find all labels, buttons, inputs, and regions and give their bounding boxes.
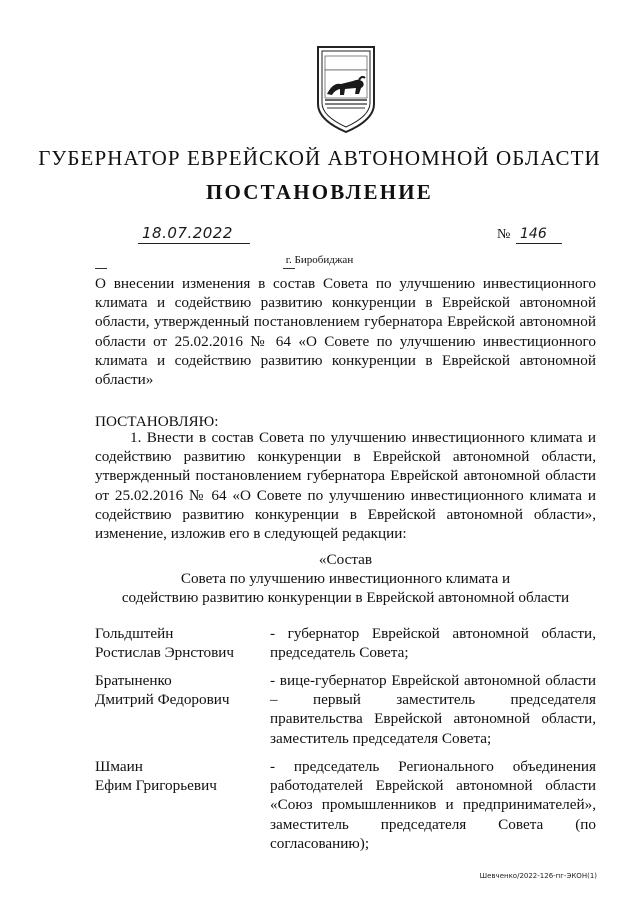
- subject-bracket-right: [283, 268, 295, 269]
- subject-bracket-left: [95, 268, 107, 269]
- composition-title-line-1: «Состав: [318, 551, 373, 568]
- member-surname: Братыненко: [95, 672, 172, 689]
- decree-heading: ПОСТАНОВЛЯЮ:: [95, 413, 219, 430]
- composition-title-line-2: Совета по улучшению инвестиционного климата и: [180, 570, 511, 588]
- number-sign: №: [497, 227, 511, 242]
- paragraph-1-text: 1. Внести в состав Совета по улучшению инвестиционного климата и содействию развитию конкуренции в Еврейской автономной области, утвержденный постановлением губернатора Еврейской автономной области от 25.02.2016 № 64 «О Совете по улучшению инвестиционного климата и содействию развитию конкуренции в Еврейской автономной области», изменение, изложив его в следующей редакции:: [95, 429, 596, 543]
- member-role: - губернатор Еврейской автономной области, председатель Совета;: [270, 625, 596, 662]
- handwritten-date: 18.07.2022: [142, 224, 233, 242]
- footer-code: Шевченко/2022-126-пг-ЭКОН(1): [479, 872, 597, 880]
- member-given-names: Ростислав Эрнстович: [95, 644, 235, 662]
- composition-title: [95, 550, 596, 608]
- tiger-shield-emblem-icon: [315, 44, 377, 134]
- member-given-names: Ефим Григорьевич: [95, 777, 217, 795]
- composition-title-line-3: содействию развитию конкуренции в Еврейской автономной области: [121, 589, 570, 607]
- member-name: [95, 671, 265, 709]
- member-role: - председатель Регионального объединения работодателей Еврейской автономной области «Союз промышленников и предпринимателей», заместитель председателя Совета (по согласованию);: [270, 758, 596, 852]
- number-field: [516, 225, 562, 244]
- member-given-names: Дмитрий Федорович: [95, 691, 230, 709]
- date-field: [138, 225, 250, 244]
- document-type-heading: ПОСТАНОВЛЕНИЕ: [205, 180, 434, 204]
- member-name: [95, 624, 265, 662]
- member-surname: Гольдштейн: [95, 625, 174, 642]
- member-role: - вице-губернатор Еврейской автономной области – первый заместитель председателя правительства Еврейской автономной области, заместитель председателя Совета;: [270, 672, 596, 747]
- document-subject: О внесении изменения в состав Совета по улучшению инвестиционного климата и содействию развитию конкуренции в Еврейской автономной области, утвержденный постановлением губернатора Еврейской автономной области от 25.02.2016 № 64 «О Совете по улучшению инвестиционного климата и содействию развитию конкуренции в Еврейской автономной области»: [95, 275, 596, 389]
- paragraph-1: [95, 428, 596, 543]
- member-name: [95, 757, 265, 795]
- member-surname: Шмаин: [95, 758, 143, 775]
- city-label: г. Биробиджан: [285, 254, 354, 266]
- handwritten-number: 146: [520, 226, 547, 242]
- governor-title: ГУБЕРНАТОР ЕВРЕЙСКОЙ АВТОНОМНОЙ ОБЛАСТИ: [38, 146, 601, 170]
